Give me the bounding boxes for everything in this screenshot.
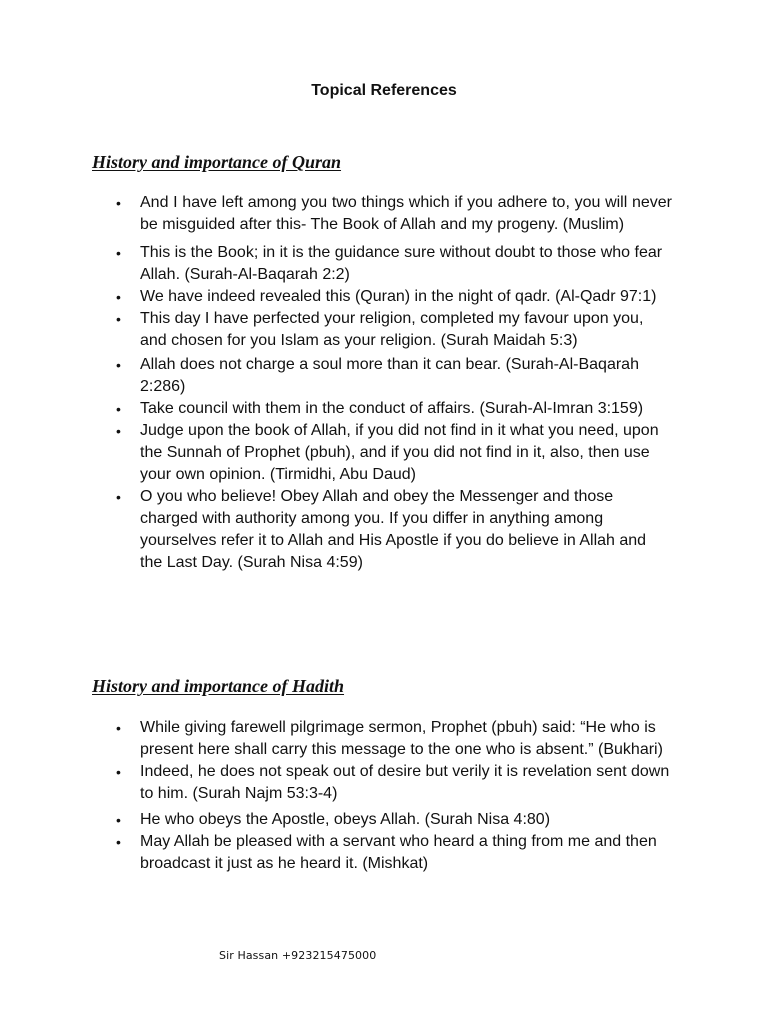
bullet-icon: • — [116, 489, 121, 505]
bullet-icon: • — [116, 357, 121, 373]
quran-references-list — [112, 192, 672, 574]
list-item — [112, 242, 672, 286]
list-item — [112, 831, 672, 875]
page-title: Topical References — [311, 82, 457, 99]
list-item — [112, 286, 672, 308]
bullet-icon: • — [116, 423, 121, 439]
list-item-text: This day I have perfected your religion, completed my favour upon you, and chosen for you Islam as your religion. (Surah Maidah 5:3) — [140, 310, 644, 349]
list-item — [112, 486, 672, 574]
bullet-icon: • — [116, 812, 121, 828]
list-item-text: Judge upon the book of Allah, if you did not find in it what you need, upon the Sunnah of Prophet (pbuh), and if you did not find in it, also, then use your own opinion. (Tirmidhi, Abu Daud) — [140, 422, 659, 483]
list-item — [112, 420, 672, 486]
list-item — [112, 398, 672, 420]
bullet-icon: • — [116, 720, 121, 736]
list-item — [112, 354, 672, 398]
list-item-text: May Allah be pleased with a servant who heard a thing from me and then broadcast it just as he heard it. (Mishkat) — [140, 833, 657, 872]
list-item-text: He who obeys the Apostle, obeys Allah. (Surah Nisa 4:80) — [140, 811, 551, 828]
list-item-text: O you who believe! Obey Allah and obey the Messenger and those charged with authority among you. If you differ in anything among yourselves refer it to Allah and His Apostle if you do believe in Allah and the Last Day. (Surah Nisa 4:59) — [140, 488, 647, 571]
list-item-text: Indeed, he does not speak out of desire but verily it is revelation sent down to him. (Surah Najm 53:3-4) — [140, 763, 670, 802]
bullet-icon: • — [116, 195, 121, 211]
list-item — [112, 809, 672, 831]
list-item-text: Take council with them in the conduct of affairs. (Surah-Al-Imran 3:159) — [140, 400, 644, 417]
bullet-icon: • — [116, 289, 121, 305]
list-item — [112, 192, 672, 236]
list-item-text: We have indeed revealed this (Quran) in the night of qadr. (Al-Qadr 97:1) — [140, 288, 657, 305]
list-item — [112, 717, 672, 761]
footer-contact: Sir Hassan +923215475000 — [219, 949, 377, 962]
bullet-icon: • — [116, 834, 121, 850]
bullet-icon: • — [116, 401, 121, 417]
list-item — [112, 761, 672, 805]
bullet-icon: • — [116, 245, 121, 261]
list-item-text: While giving farewell pilgrimage sermon, Prophet (pbuh) said: “He who is present here shall carry this message to the one who is absent.” (Bukhari) — [140, 719, 663, 758]
list-item-text: Allah does not charge a soul more than it can bear. (Surah-Al-Baqarah 2:286) — [140, 356, 639, 395]
section-heading-hadith: History and importance of Hadith — [92, 676, 345, 696]
bullet-icon: • — [116, 764, 121, 780]
list-item-text: And I have left among you two things which if you adhere to, you will never be misguided after this- The Book of Allah and my progeny. (Muslim) — [140, 194, 672, 233]
list-item-text: This is the Book; in it is the guidance sure without doubt to those who fear Allah. (Surah-Al-Baqarah 2:2) — [140, 244, 663, 283]
list-item — [112, 308, 672, 352]
hadith-references-list — [112, 717, 672, 875]
bullet-icon: • — [116, 311, 121, 327]
section-heading-quran: History and importance of Quran — [92, 152, 342, 172]
